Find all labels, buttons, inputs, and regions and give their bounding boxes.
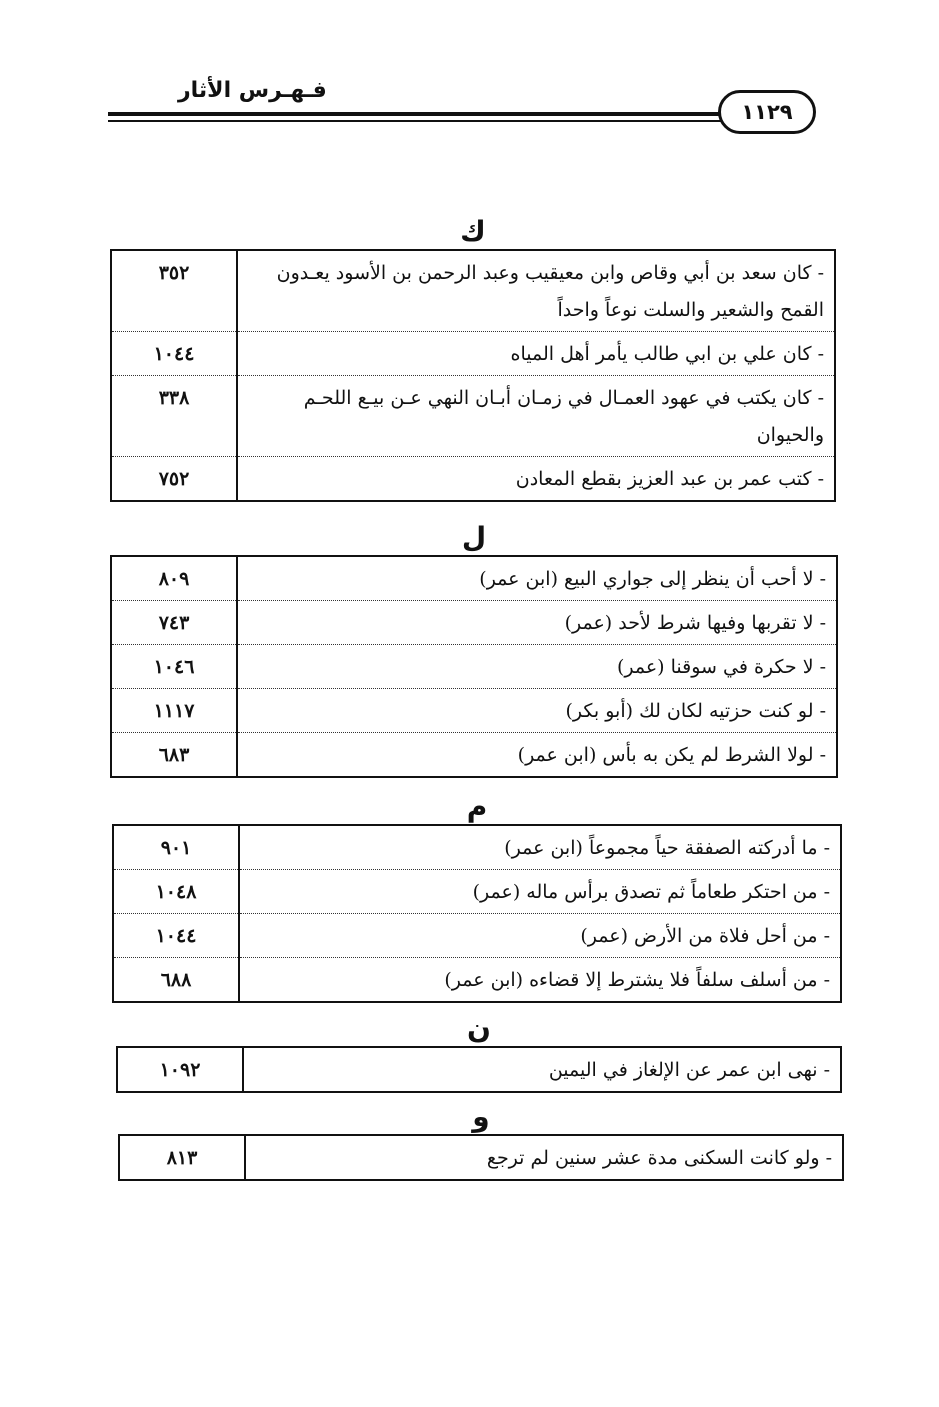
section-kaf bbox=[110, 215, 836, 502]
entry-text: - كان علي بن ابي طالب يأمر أهل المياه bbox=[237, 332, 835, 376]
table-row bbox=[111, 645, 837, 689]
section-nun bbox=[116, 1012, 842, 1093]
entry-text: - لولا الشرط لم يكن به بأس (ابن عمر) bbox=[237, 733, 837, 778]
section-letter: ك bbox=[460, 215, 486, 248]
entry-page: ٧٥٢ bbox=[111, 457, 237, 502]
table-row bbox=[117, 1047, 841, 1092]
table-row bbox=[113, 914, 841, 958]
table-row bbox=[111, 689, 837, 733]
section-waw bbox=[118, 1100, 844, 1181]
section-letter: ل bbox=[461, 521, 487, 554]
entry-text: - لا تقربها وفيها شرط لأحد (عمر) bbox=[237, 601, 837, 645]
entry-page: ١٠٤٦ bbox=[111, 645, 237, 689]
entries-table bbox=[118, 1134, 844, 1181]
entry-page: ١٠٤٤ bbox=[113, 914, 239, 958]
table-row bbox=[113, 870, 841, 914]
running-header bbox=[108, 78, 828, 128]
header-title: فـهـرس الأثار bbox=[178, 78, 327, 103]
entry-page: ٩٠١ bbox=[160, 837, 192, 859]
section-letter: م bbox=[466, 790, 488, 823]
section-letter: و bbox=[472, 1100, 490, 1133]
table-row bbox=[119, 1135, 843, 1180]
entry-page: ٨١٣ bbox=[166, 1147, 198, 1169]
table-row bbox=[111, 332, 835, 376]
table-row bbox=[111, 376, 835, 457]
entry-text: - ما أدركته الصفقة حياً مجموعاً (ابن عمر) bbox=[239, 825, 841, 870]
entries-table bbox=[116, 1046, 842, 1093]
entry-page: ٨٠٩ bbox=[158, 568, 190, 590]
table-row bbox=[111, 556, 837, 601]
section-letter: ن bbox=[467, 1012, 491, 1045]
entry-text: - من احتكر طعاماً ثم تصدق برأس ماله (عمر) bbox=[239, 870, 841, 914]
entry-page: ٧٤٣ bbox=[111, 601, 237, 645]
entry-page: ١٠٤٤ bbox=[111, 332, 237, 376]
header-rule-thin bbox=[108, 120, 758, 122]
entry-text: - لو كنت حزتيه لكان لك (أبو بكر) bbox=[237, 689, 837, 733]
section-mim bbox=[112, 790, 842, 1003]
entries-table bbox=[110, 249, 836, 502]
table-row bbox=[111, 457, 835, 502]
entry-text: - لا أحب أن ينظر إلى جواري البيع (ابن عمر) bbox=[237, 556, 837, 601]
section-lam bbox=[110, 521, 838, 778]
entry-page: ١١١٧ bbox=[111, 689, 237, 733]
entry-text: - من أسلف سلفاً فلا يشترط إلا قضاءه (ابن عمر) bbox=[239, 958, 841, 1003]
entry-text: - من أحل فلاة من الأرض (عمر) bbox=[239, 914, 841, 958]
table-row bbox=[113, 958, 841, 1003]
entry-page: ١٠٩٢ bbox=[159, 1059, 201, 1081]
entry-text: - نهى ابن عمر عن الإلغاز في اليمين bbox=[243, 1047, 841, 1092]
entry-text: - كتب عمر بن عبد العزيز بقطع المعادن bbox=[237, 457, 835, 502]
entry-text: - كان يكتب في عهود العمـال في زمـان أبـان النهي عـن بيـع اللحـم والحيوان bbox=[237, 376, 835, 457]
table-row bbox=[111, 733, 837, 778]
page-number: ١١٢٩ bbox=[718, 90, 816, 134]
entries-table bbox=[110, 555, 838, 778]
entry-text: - لا حكرة في سوقنا (عمر) bbox=[237, 645, 837, 689]
entry-page: ٣٥٢ bbox=[158, 262, 190, 284]
entry-text: - كان سعد بن أبي وقاص وابن معيقيب وعبد الرحمن بن الأسود يعـدون القمح والشعير والسلت نوعاً واحداً bbox=[237, 250, 835, 332]
entry-page: ٦٨٣ bbox=[111, 733, 237, 778]
table-row bbox=[111, 250, 835, 332]
header-rule bbox=[108, 112, 758, 116]
entry-page: ٦٨٨ bbox=[113, 958, 239, 1003]
entry-text: - ولو كانت السكنى مدة عشر سنين لم ترجع bbox=[245, 1135, 843, 1180]
table-row bbox=[113, 825, 841, 870]
table-row bbox=[111, 601, 837, 645]
entry-page: ٣٣٨ bbox=[111, 376, 237, 457]
entry-page: ١٠٤٨ bbox=[113, 870, 239, 914]
entries-table bbox=[112, 824, 842, 1003]
